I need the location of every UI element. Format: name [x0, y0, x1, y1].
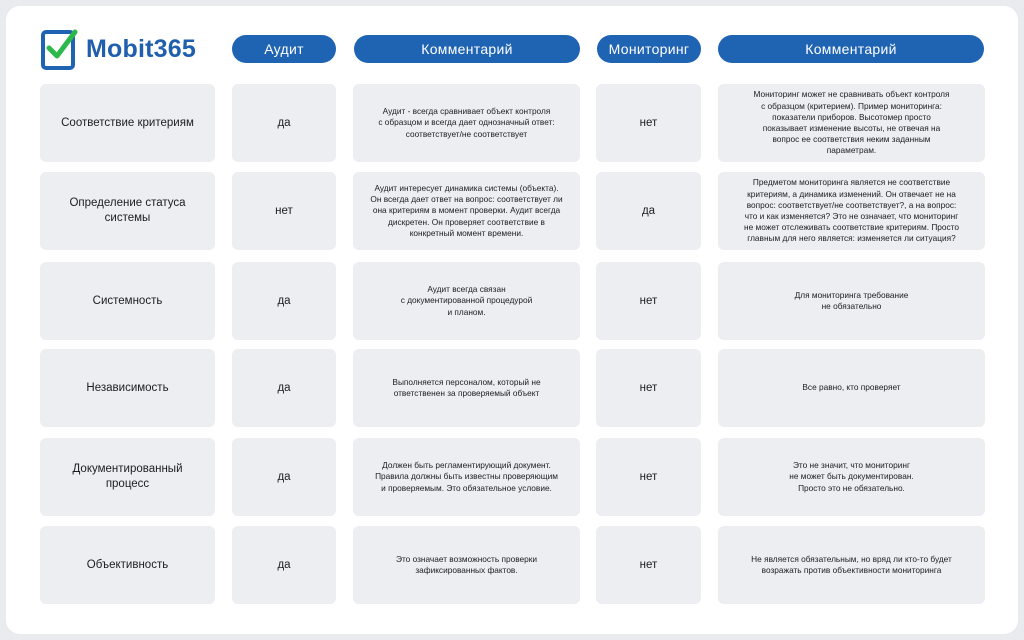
- row-criterion: Объективность: [40, 526, 215, 604]
- row-monitoring-comment: Это не значит, что мониторинг не может быть документирован. Просто это не обязательно.: [718, 438, 985, 516]
- row-monitoring-value: нет: [596, 526, 701, 604]
- row-criterion: Документированный процесс: [40, 438, 215, 516]
- brand-logo: [40, 26, 196, 72]
- row-audit-value: да: [232, 349, 336, 427]
- row-monitoring-value: нет: [596, 438, 701, 516]
- row-criterion: Системность: [40, 262, 215, 340]
- row-audit-value: да: [232, 262, 336, 340]
- row-monitoring-comment: Предметом мониторинга является не соответствие критериям, а динамика изменений. Он отвечает не на вопрос: соответствует/не соответствует?, а на вопрос: что и как изменяется? Это не означает, что мониторинг не может отслеживать соответствие критериям. Просто главным для него является: изменяется ли ситуация?: [718, 172, 985, 250]
- header-monitoring: Мониторинг: [597, 35, 701, 63]
- row-audit-comment: Должен быть регламентирующий документ. Правила должны быть известны проверяющим и проверяемым. Это обязательное условие.: [353, 438, 580, 516]
- row-monitoring-value: да: [596, 172, 701, 250]
- row-audit-comment: Аудит интересует динамика системы (объекта). Он всегда дает ответ на вопрос: соответствует ли она критериям в момент проверки. Аудит всегда дискретен. Он проверяет соответствие в конкретный момент времени.: [353, 172, 580, 250]
- row-monitoring-value: нет: [596, 262, 701, 340]
- row-audit-value: нет: [232, 172, 336, 250]
- row-audit-comment: Выполняется персоналом, который не ответственен за проверяемый объект: [353, 349, 580, 427]
- row-monitoring-value: нет: [596, 349, 701, 427]
- row-audit-comment: Аудит всегда связан с документированной процедурой и планом.: [353, 262, 580, 340]
- row-monitoring-comment: Не является обязательным, но вряд ли кто-то будет возражать против объективности мониторинга: [718, 526, 985, 604]
- row-criterion: Определение статуса системы: [40, 172, 215, 250]
- row-monitoring-comment: Все равно, кто проверяет: [718, 349, 985, 427]
- brand-name: Mobit365: [86, 34, 196, 63]
- checkbox-check-icon: [40, 26, 78, 72]
- row-monitoring-value: нет: [596, 84, 701, 162]
- row-audit-value: да: [232, 438, 336, 516]
- row-audit-value: да: [232, 84, 336, 162]
- row-monitoring-comment: Для мониторинга требование не обязательно: [718, 262, 985, 340]
- row-audit-value: да: [232, 526, 336, 604]
- row-audit-comment: Аудит - всегда сравнивает объект контроля с образцом и всегда дает однозначный ответ: соответствует/не соответствует: [353, 84, 580, 162]
- header-audit-comment: Комментарий: [354, 35, 580, 63]
- row-criterion: Соответствие критериям: [40, 84, 215, 162]
- row-audit-comment: Это означает возможность проверки зафиксированных фактов.: [353, 526, 580, 604]
- row-criterion: Независимость: [40, 349, 215, 427]
- row-monitoring-comment: Мониторинг может не сравнивать объект контроля с образцом (критерием). Пример мониторинга: показатели приборов. Высотомер просто показывает изменение высоты, не отвечая на вопрос ее соответствия неким заданным параметрам.: [718, 84, 985, 162]
- header-monitoring-comment: Комментарий: [718, 35, 984, 63]
- header-audit: Аудит: [232, 35, 336, 63]
